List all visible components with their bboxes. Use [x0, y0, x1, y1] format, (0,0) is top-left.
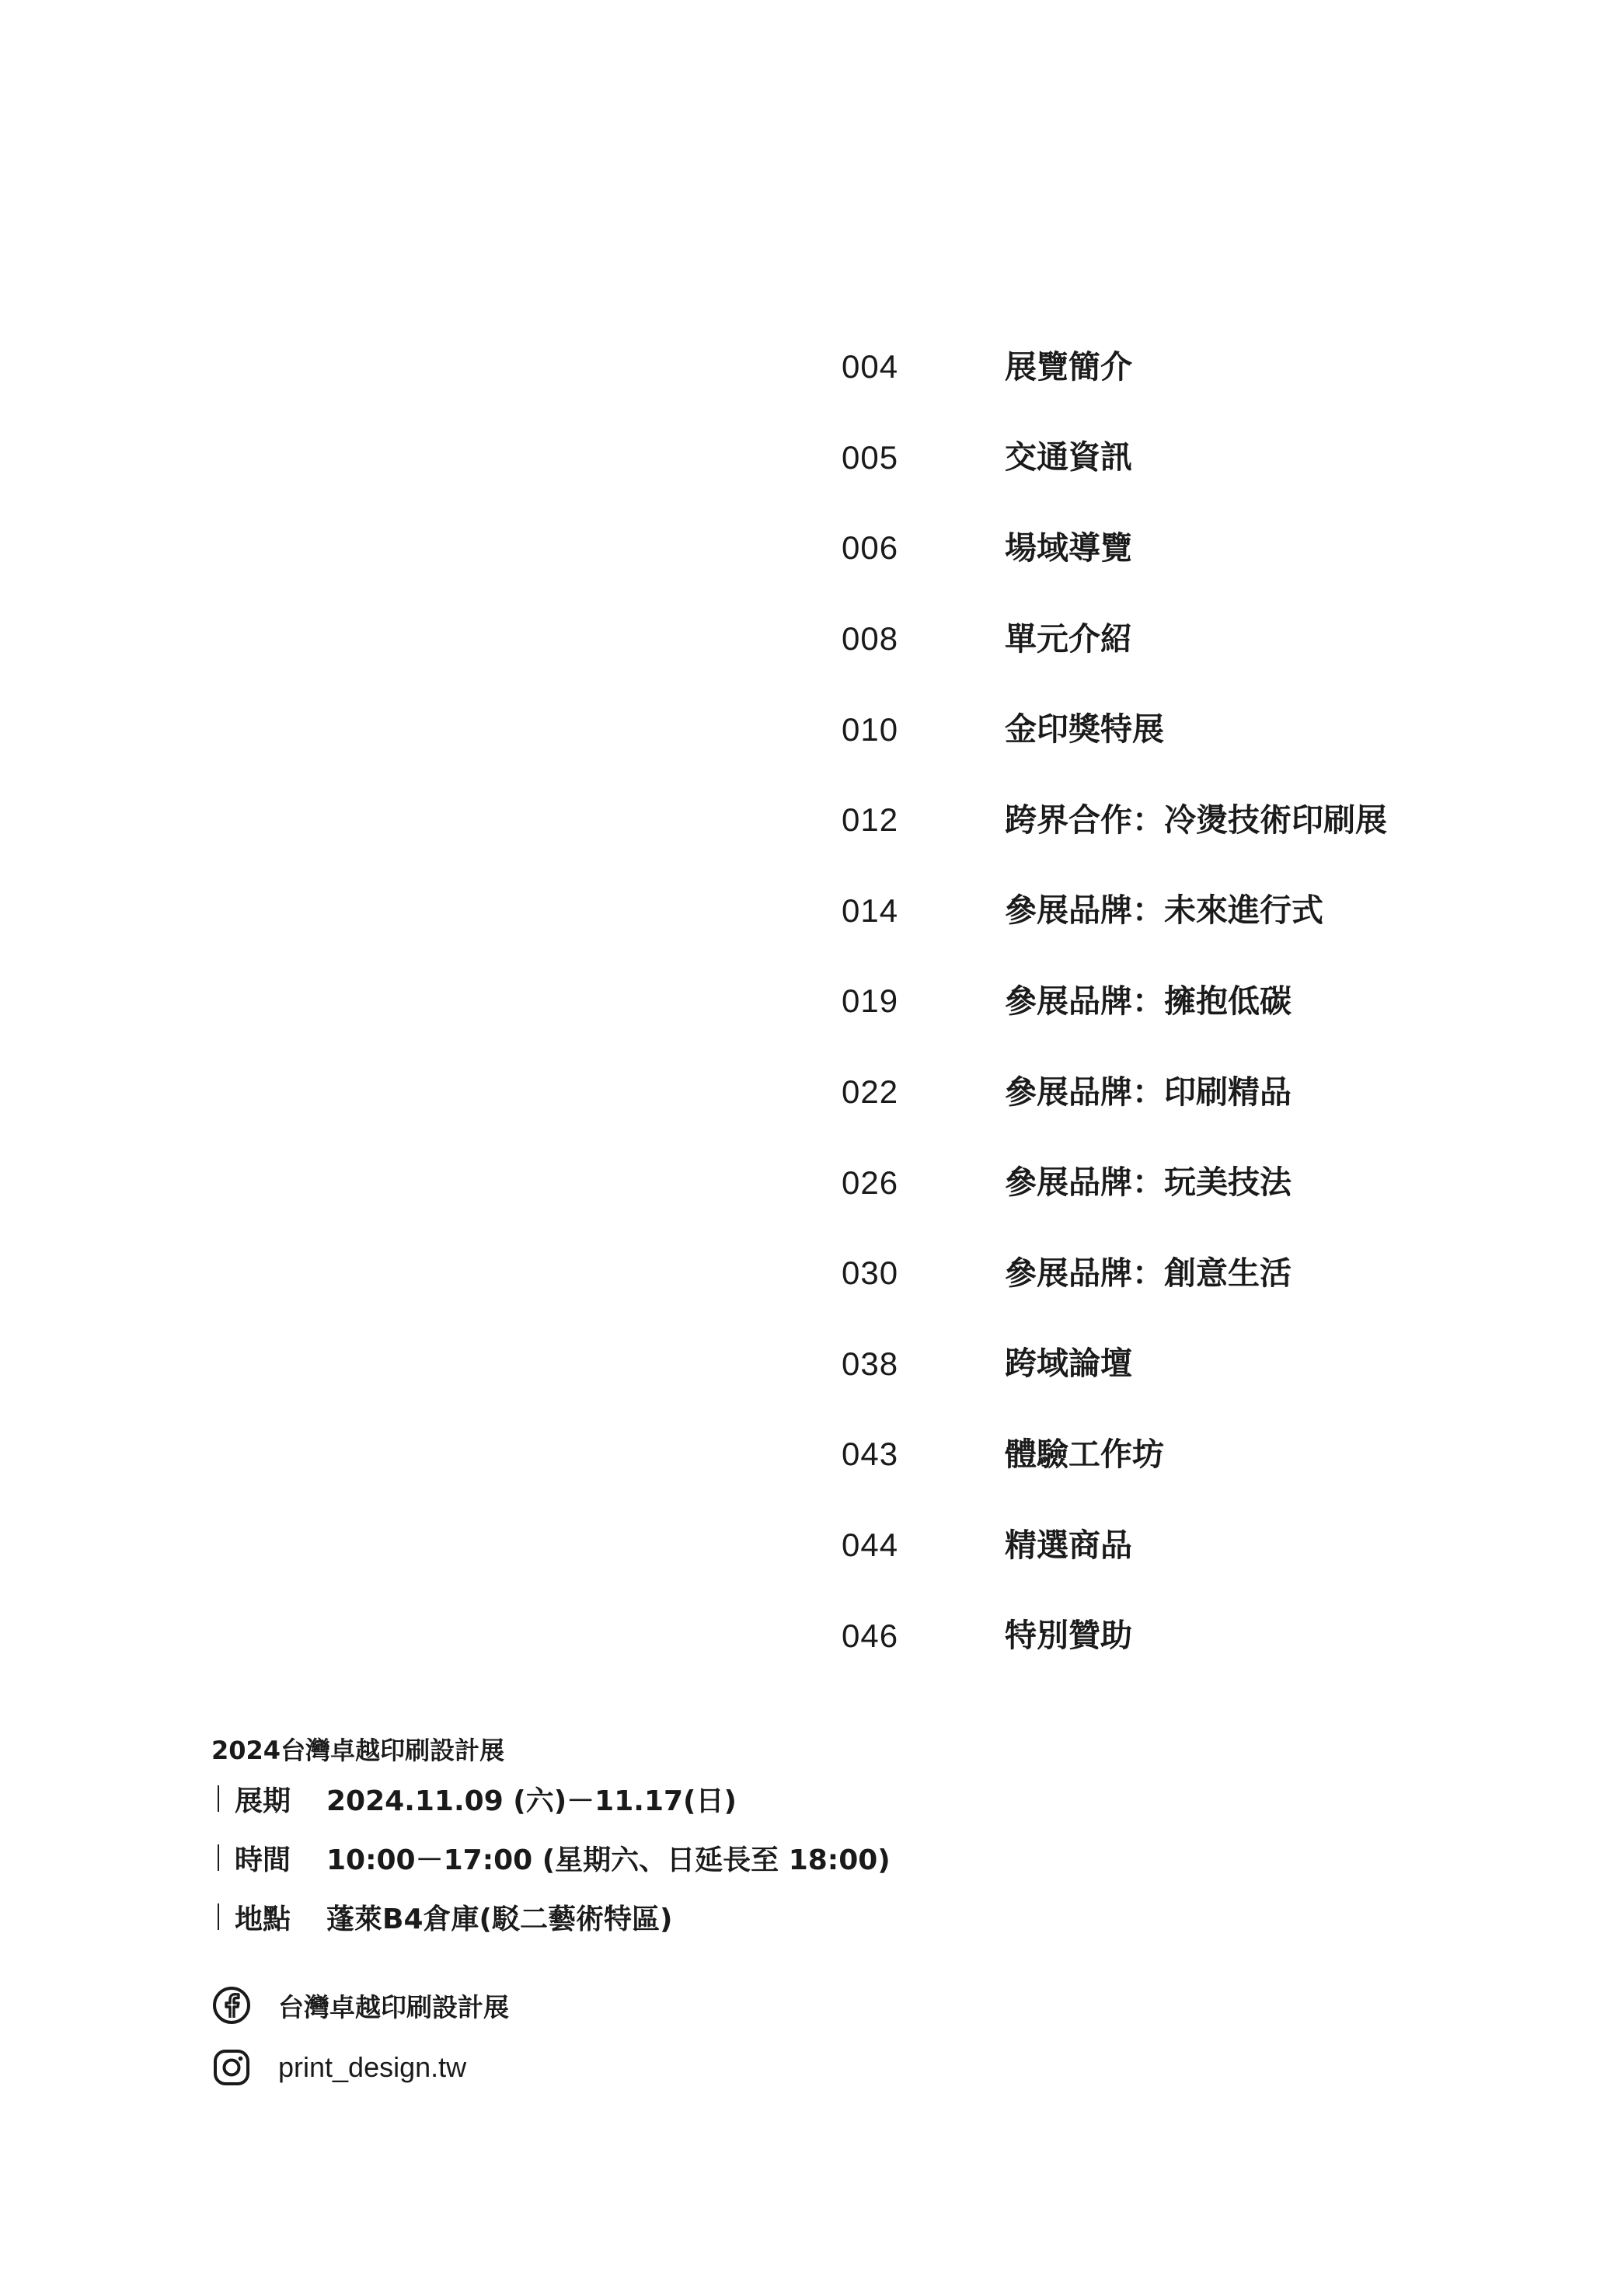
toc-title: 場域導覽 — [1005, 529, 1132, 567]
toc-title: 精選商品 — [1005, 1526, 1132, 1564]
toc-row[interactable] — [842, 1047, 1541, 1138]
toc-title: 參展品牌：未來進行式 — [1005, 892, 1323, 930]
toc-row[interactable] — [842, 594, 1541, 685]
toc-page-number: 043 — [842, 1436, 899, 1473]
info-row-location — [211, 1887, 1144, 1946]
toc-title: 交通資訊 — [1005, 438, 1132, 476]
toc-row[interactable] — [842, 1409, 1541, 1500]
toc-row[interactable] — [842, 956, 1541, 1047]
exhibition-title: 2024台灣卓越印刷設計展 — [211, 1736, 505, 1765]
info-label: 展期 — [235, 1785, 291, 1817]
info-label: 地點 — [235, 1903, 291, 1935]
toc-title: 參展品牌：擁抱低碳 — [1005, 982, 1292, 1020]
info-value: 10:00－17:00 (星期六、日延長至 18:00) — [326, 1844, 891, 1876]
facebook-link[interactable] — [211, 1974, 509, 2036]
info-value: 蓬萊B4倉庫(駁二藝術特區) — [326, 1903, 673, 1935]
toc-title: 跨域論壇 — [1005, 1345, 1132, 1383]
toc-row[interactable] — [842, 775, 1541, 866]
toc-title: 特別贊助 — [1005, 1617, 1132, 1655]
table-of-contents — [842, 322, 1541, 1681]
toc-title: 金印獎特展 — [1005, 710, 1164, 748]
info-value: 2024.11.09 (六)－11.17(日) — [326, 1785, 737, 1817]
toc-title: 展覽簡介 — [1005, 347, 1132, 386]
toc-row[interactable] — [842, 503, 1541, 594]
toc-page-number: 038 — [842, 1345, 899, 1382]
facebook-icon — [211, 1985, 252, 2026]
toc-row[interactable] — [842, 1228, 1541, 1319]
toc-row[interactable] — [842, 1137, 1541, 1228]
toc-page-number: 022 — [842, 1073, 899, 1111]
exhibition-info — [211, 1732, 1144, 1946]
info-label: 時間 — [235, 1844, 291, 1876]
toc-row[interactable] — [842, 866, 1541, 957]
toc-page-number: 010 — [842, 710, 899, 748]
toc-title: 單元介紹 — [1005, 619, 1132, 658]
toc-page-number: 014 — [842, 892, 899, 929]
toc-page-number: 008 — [842, 620, 899, 658]
toc-page-number: 006 — [842, 529, 899, 567]
toc-row[interactable] — [842, 1319, 1541, 1410]
toc-title: 跨界合作：冷燙技術印刷展 — [1005, 801, 1387, 839]
toc-page-number: 044 — [842, 1527, 899, 1564]
toc-row[interactable] — [842, 413, 1541, 504]
toc-page-number: 030 — [842, 1254, 899, 1292]
toc-row[interactable] — [842, 1500, 1541, 1591]
toc-row[interactable] — [842, 684, 1541, 775]
toc-page-number: 012 — [842, 801, 899, 839]
divider-bar — [218, 1903, 219, 1930]
info-row-dates — [211, 1769, 1144, 1828]
toc-page-number: 004 — [842, 348, 899, 386]
info-row-hours — [211, 1828, 1144, 1887]
toc-row[interactable] — [842, 322, 1541, 413]
facebook-name: 台灣卓越印刷設計展 — [278, 1991, 509, 2022]
toc-page-number: 026 — [842, 1164, 899, 1201]
social-links — [211, 1974, 509, 2099]
toc-page-number: 005 — [842, 438, 899, 476]
instagram-handle: print_design.tw — [278, 2051, 467, 2083]
instagram-icon — [211, 2047, 252, 2088]
toc-title: 參展品牌：創意生活 — [1005, 1254, 1292, 1292]
divider-bar — [218, 1844, 219, 1871]
toc-title: 體驗工作坊 — [1005, 1435, 1164, 1473]
toc-title: 參展品牌：玩美技法 — [1005, 1164, 1292, 1202]
divider-bar — [218, 1785, 219, 1812]
toc-page-number: 019 — [842, 982, 899, 1020]
toc-row[interactable] — [842, 1590, 1541, 1681]
toc-title: 參展品牌：印刷精品 — [1005, 1073, 1292, 1111]
toc-page-number: 046 — [842, 1617, 899, 1654]
instagram-link[interactable] — [211, 2036, 509, 2099]
